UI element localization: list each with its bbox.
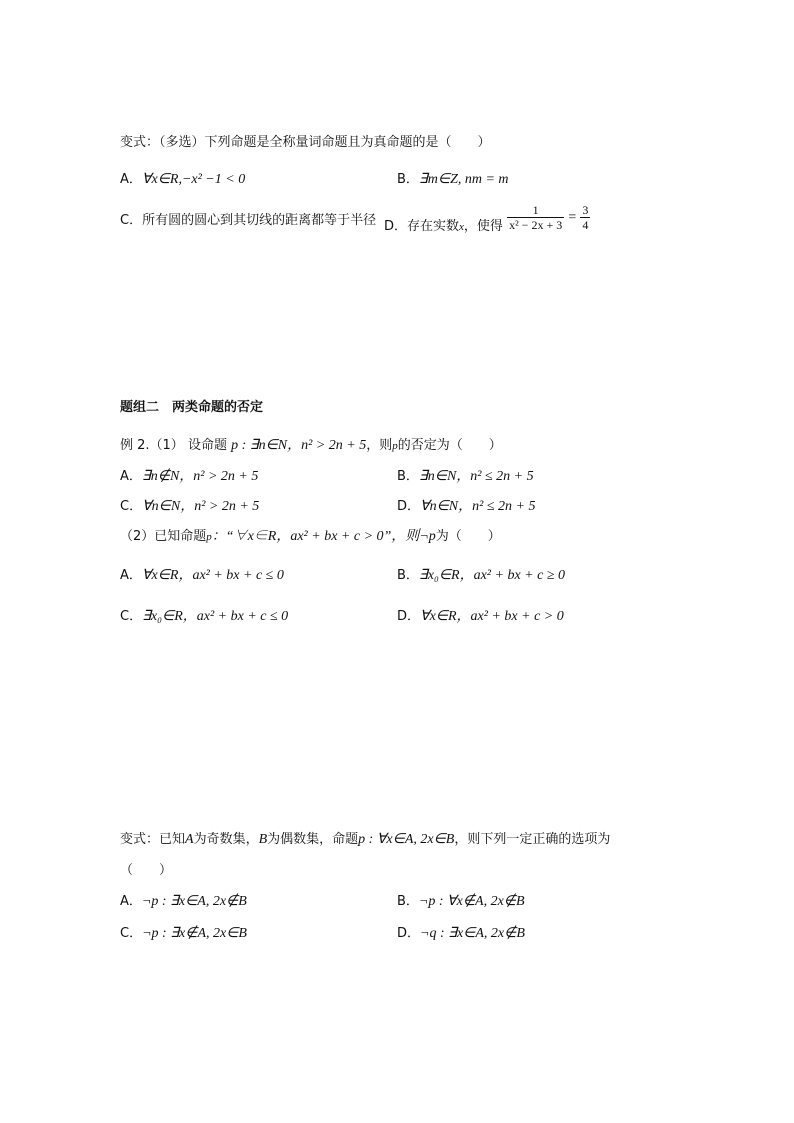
example2-part2-stem xyxy=(120,528,501,546)
option-expr: ¬p : ∀x∉A, 2x∉B xyxy=(418,894,525,909)
option-expr: ∃n∈N，n² ≤ 2n + 5 xyxy=(418,469,534,484)
var-b: B xyxy=(258,832,268,847)
option-expr: ¬p : ∃x∉A, 2x∈B xyxy=(142,926,247,941)
variant2-answer-paren: （ ） xyxy=(120,863,173,878)
option-label: D． xyxy=(397,609,421,624)
variant2-option-b xyxy=(397,893,525,911)
option-label: B． xyxy=(397,568,419,583)
variant1-option-c xyxy=(120,212,376,230)
fraction-denominator: x² − 2x + 3 xyxy=(509,218,563,232)
option-text: 所有圆的圆心到其切线的距离都等于半径 xyxy=(142,213,377,228)
option-text-before: 存在实数 xyxy=(407,219,460,234)
example2-part1-option-d xyxy=(397,498,535,516)
option-var: x xyxy=(459,221,464,233)
option-expr: ∃x₀∈R，ax² + bx + c ≤ 0 xyxy=(142,609,289,624)
fraction-rhs-denominator: 4 xyxy=(582,218,589,232)
equals-sign: = xyxy=(568,210,577,225)
fraction xyxy=(507,203,564,232)
variant1-stem: 变式：（多选）下列命题是全称量词命题且为真命题的是（ ） xyxy=(120,135,491,150)
example2-part1-option-b xyxy=(397,468,534,486)
example2-part2-option-b xyxy=(397,567,565,585)
option-label: B． xyxy=(397,172,419,187)
variant2-stem xyxy=(120,831,610,849)
stem-quote: ：“∀x∈R，ax² + bx + c > 0”，则 xyxy=(211,529,420,544)
fraction-rhs xyxy=(580,203,590,232)
example2-part1-option-a xyxy=(120,468,258,486)
option-label: D． xyxy=(397,499,421,514)
example2-part2-option-a xyxy=(120,567,284,585)
option-label: A． xyxy=(120,894,142,909)
var-a: A xyxy=(185,832,194,847)
stem-var: p xyxy=(392,440,398,452)
option-label: A． xyxy=(120,568,142,583)
stem-var: p xyxy=(206,531,212,543)
stem-prefix: 例 2.（1） 设命题 xyxy=(120,438,227,453)
variant2-option-d xyxy=(397,925,525,943)
option-expr: ∃n∉N，n² > 2n + 5 xyxy=(141,469,259,484)
variant1-option-a xyxy=(120,171,245,189)
example2-part2-option-c xyxy=(120,608,288,626)
stem-suffix: 为（ ） xyxy=(435,529,501,544)
option-label: B． xyxy=(397,894,419,909)
option-label: C． xyxy=(120,499,143,514)
variant2-option-a xyxy=(120,893,247,911)
stem-suffix-b: 的否定为（ ） xyxy=(397,438,502,453)
option-expr: ¬q : ∃x∈A, 2x∉B xyxy=(420,926,525,941)
stem-suffix-a: ，则 xyxy=(366,438,393,453)
option-expr: ¬p : ∃x∈A, 2x∉B xyxy=(141,894,247,909)
variant2-option-c xyxy=(120,925,247,943)
option-label: C． xyxy=(120,926,143,941)
example2-part1-stem xyxy=(120,437,502,455)
variant1-option-d xyxy=(384,203,590,232)
proposition-expr: p : ∀x∈A, 2x∈B xyxy=(358,832,455,847)
option-label: C． xyxy=(120,609,143,624)
option-label: D． xyxy=(384,219,408,234)
stem-part-d: ，则下列一定正确的选项为 xyxy=(454,832,611,847)
stem-expr: p : ∃n∈N，n² > 2n + 5 xyxy=(231,438,367,453)
stem-negation: ¬p xyxy=(419,529,436,544)
option-expr: ∀x∈R，ax² + bx + c > 0 xyxy=(420,609,564,624)
example2-part1-option-c xyxy=(120,498,259,516)
option-expr: ∀x∈R，ax² + bx + c ≤ 0 xyxy=(141,568,284,583)
option-expr: ∀x∈R,−x² −1 < 0 xyxy=(141,172,246,187)
variant1-option-b xyxy=(397,171,509,189)
option-expr: ∀n∈N，n² ≤ 2n + 5 xyxy=(420,499,536,514)
option-text-after: ，使得 xyxy=(463,219,503,234)
option-label: A． xyxy=(120,469,142,484)
option-label: A． xyxy=(120,172,142,187)
option-expr: ∃x₀∈R，ax² + bx + c ≥ 0 xyxy=(418,568,566,583)
example2-part2-option-d xyxy=(397,608,564,626)
option-label: D． xyxy=(397,926,421,941)
stem-part-c: 为偶数集，命题 xyxy=(267,832,359,847)
stem-part-a: 变式：已知 xyxy=(120,832,186,847)
option-expr: ∀n∈N，n² > 2n + 5 xyxy=(142,499,260,514)
stem-part-b: 为奇数集， xyxy=(193,832,259,847)
stem-prefix: （2）已知命题 xyxy=(120,529,207,544)
fraction-numerator: 1 xyxy=(532,203,539,217)
option-label: C． xyxy=(120,213,143,228)
option-label: B． xyxy=(397,469,419,484)
option-expr: ∃m∈Z, nm = m xyxy=(418,172,509,187)
fraction-rhs-numerator: 3 xyxy=(582,203,589,217)
section-heading: 题组二 两类命题的否定 xyxy=(120,400,264,415)
